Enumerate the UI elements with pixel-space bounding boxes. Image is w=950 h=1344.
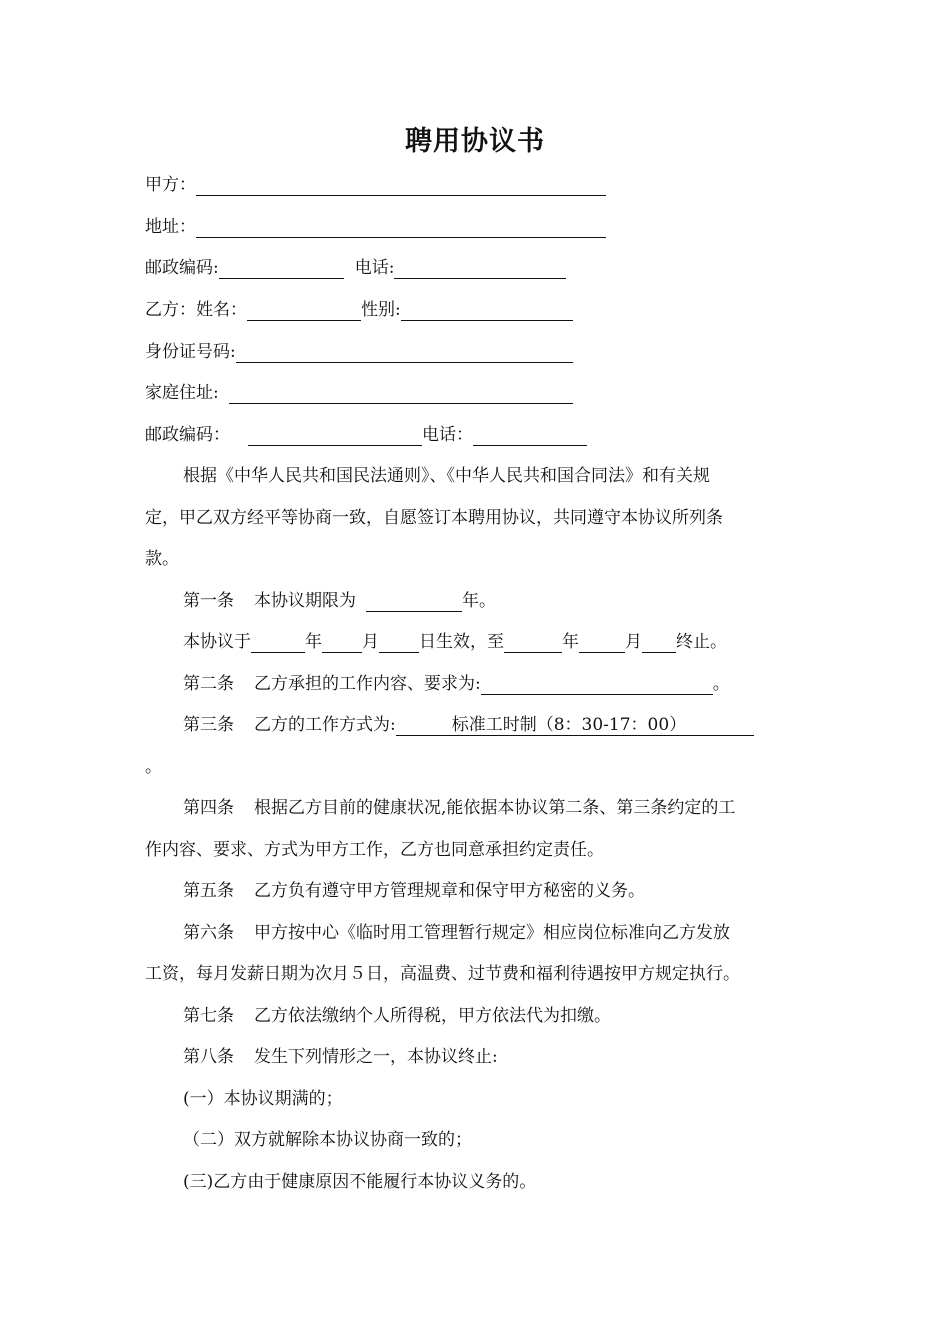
- address-label: 地址：: [145, 217, 196, 237]
- postcode-blank-1[interactable]: [219, 258, 344, 279]
- id-number-row: [145, 341, 573, 363]
- article-5: [183, 880, 645, 902]
- article-8-text: 发生下列情形之一，本协议终止:: [254, 1047, 498, 1067]
- term-prefix: 本协议于: [183, 632, 251, 652]
- phone-label-2: 电话：: [422, 425, 473, 445]
- party-b-name-label: 乙方：姓名：: [145, 300, 247, 320]
- intro-line-2: 定，甲乙双方经平等协商一致，自愿签订本聘用协议，共同遵守本协议所列条: [145, 508, 723, 528]
- id-number-label: 身份证号码:: [145, 342, 236, 362]
- term-years-blank[interactable]: [366, 591, 462, 612]
- termination-item-3: (三)乙方由于健康原因不能履行本协议义务的。: [183, 1172, 537, 1192]
- start-month-blank[interactable]: [322, 632, 362, 653]
- article-2-end: 。: [712, 674, 730, 694]
- article-3-end: 。: [145, 757, 162, 777]
- article-2-text: 乙方承担的工作内容、要求为:: [254, 674, 481, 694]
- article-6-line-1: [183, 922, 730, 944]
- term-end: 终止。: [676, 632, 727, 652]
- party-b-row: [145, 299, 573, 321]
- party-a-row: [145, 174, 606, 196]
- start-day-blank[interactable]: [379, 632, 419, 653]
- article-1-suffix: 年。: [462, 591, 496, 611]
- party-a-label: 甲方：: [145, 175, 196, 195]
- article-5-label: 第五条: [183, 881, 234, 901]
- phone-label-1: 电话:: [354, 258, 395, 278]
- postcode-blank-2[interactable]: [248, 425, 422, 446]
- address-row: [145, 216, 606, 238]
- term-day-text: 日生效，至: [419, 632, 504, 652]
- address-blank[interactable]: [196, 217, 606, 238]
- intro-line-1: 根据《中华人民共和国民法通则》、《中华人民共和国合同法》和有关规: [183, 466, 710, 486]
- postcode-label-1: 邮政编码:: [145, 258, 219, 278]
- article-5-text: 乙方负有遵守甲方管理规章和保守甲方秘密的义务。: [254, 881, 645, 901]
- work-mode-value: 标准工时制（8：30-17：00）: [451, 715, 687, 735]
- article-1: [183, 590, 496, 612]
- article-6-text-1: 甲方按中心《临时用工管理暂行规定》相应岗位标准向乙方发放: [254, 923, 730, 943]
- postcode-phone-row-2: [145, 424, 587, 446]
- article-3: [183, 714, 754, 736]
- postcode-phone-row-1: [145, 257, 566, 279]
- article-4-line-1: [183, 797, 735, 819]
- intro-line-3: 款。: [145, 549, 179, 569]
- article-8: [183, 1046, 498, 1068]
- term-year-2: 年: [562, 632, 579, 652]
- article-6-label: 第六条: [183, 923, 234, 943]
- article-2-label: 第二条: [183, 674, 234, 694]
- article-7-text: 乙方依法缴纳个人所得税，甲方依法代为扣缴。: [254, 1006, 611, 1026]
- home-address-row: [145, 382, 573, 404]
- term-year-1: 年: [305, 632, 322, 652]
- phone-blank-2[interactable]: [473, 425, 587, 446]
- end-day-blank[interactable]: [642, 632, 676, 653]
- article-2: [183, 673, 730, 695]
- party-a-blank[interactable]: [196, 175, 606, 196]
- article-8-label: 第八条: [183, 1047, 234, 1067]
- postcode-label-2: 邮政编码：: [145, 425, 230, 445]
- term-month-2: 月: [625, 632, 642, 652]
- termination-item-1: (一）本协议期满的；: [183, 1089, 343, 1109]
- article-1-text: 本协议期限为: [254, 591, 356, 611]
- work-mode-field[interactable]: [396, 715, 754, 736]
- start-year-blank[interactable]: [251, 632, 305, 653]
- article-4-line-2: 作内容、要求、方式为甲方工作，乙方也同意承担约定责任。: [145, 840, 604, 860]
- article-7: [183, 1005, 611, 1027]
- termination-item-2: （二）双方就解除本协议协商一致的；: [183, 1130, 472, 1150]
- article-3-text: 乙方的工作方式为:: [254, 715, 396, 735]
- end-month-blank[interactable]: [579, 632, 625, 653]
- article-7-label: 第七条: [183, 1006, 234, 1026]
- article-3-label: 第三条: [183, 715, 234, 735]
- name-blank[interactable]: [247, 300, 361, 321]
- home-address-blank[interactable]: [229, 383, 573, 404]
- article-4-label: 第四条: [183, 798, 234, 818]
- term-month-1: 月: [362, 632, 379, 652]
- term-row: [183, 631, 727, 653]
- gender-label: 性别:: [361, 300, 401, 320]
- article-1-label: 第一条: [183, 591, 234, 611]
- work-content-blank[interactable]: [481, 674, 713, 695]
- gender-blank[interactable]: [401, 300, 573, 321]
- phone-blank-1[interactable]: [394, 258, 566, 279]
- article-4-text-1: 根据乙方目前的健康状况,能依据本协议第二条、第三条约定的工: [254, 798, 736, 818]
- document-title: 聘用协议书: [405, 126, 545, 157]
- end-year-blank[interactable]: [504, 632, 562, 653]
- home-address-label: 家庭住址:: [145, 383, 219, 403]
- article-6-line-2: 工资，每月发薪日期为次月５日，高温费、过节费和福利待遇按甲方规定执行。: [145, 964, 740, 984]
- id-number-blank[interactable]: [236, 342, 573, 363]
